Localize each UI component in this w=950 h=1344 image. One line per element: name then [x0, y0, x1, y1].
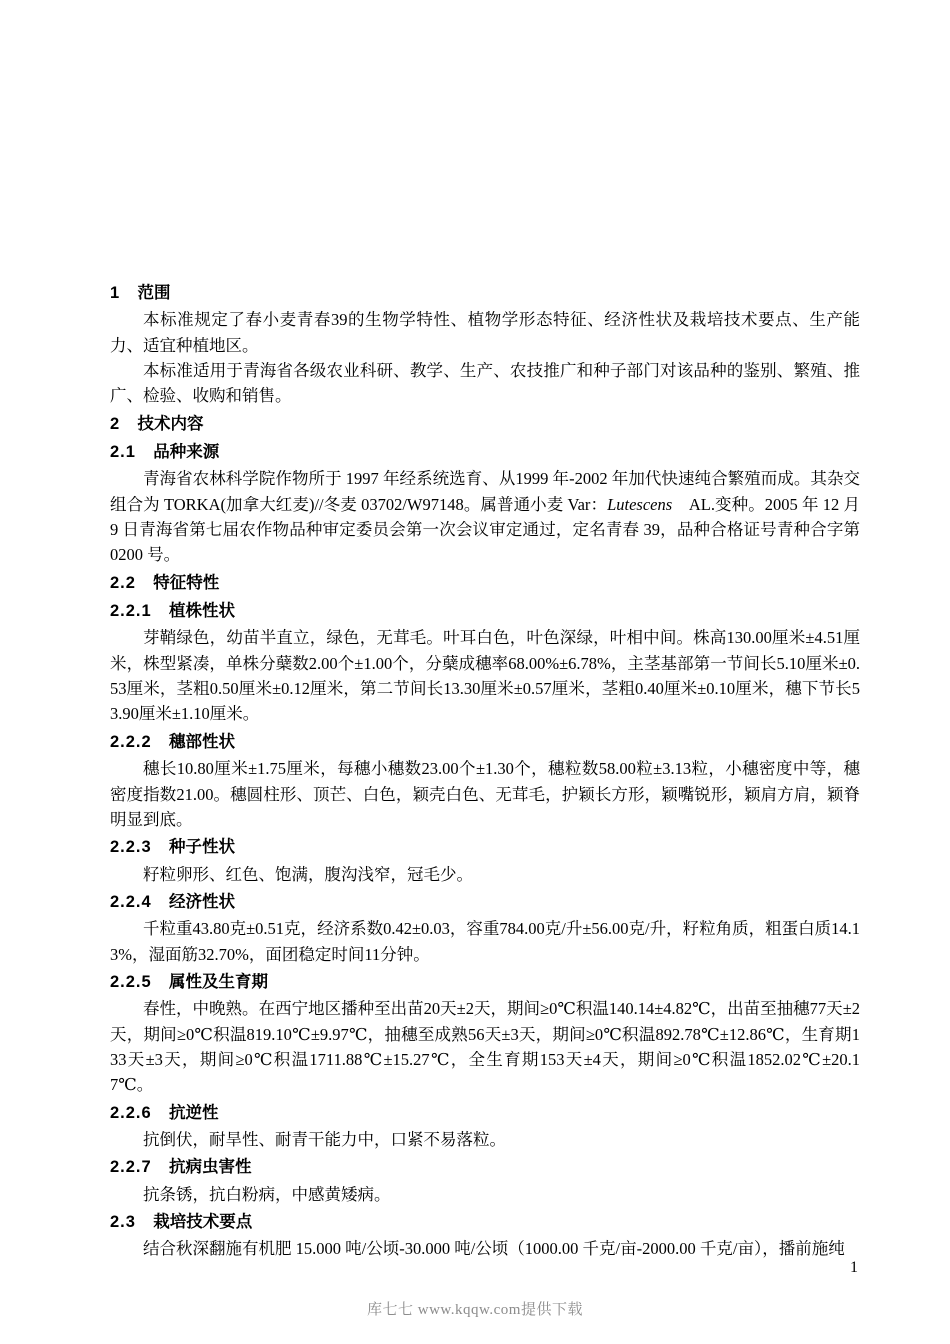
heading-growth [110, 970, 860, 995]
heading-stress [110, 1101, 860, 1126]
paragraph-origin [110, 466, 860, 568]
heading-seed [110, 835, 860, 860]
heading-disease-title: 抗病虫害性 [169, 1158, 252, 1177]
heading-origin-number: 2.1 [110, 443, 136, 462]
paragraph-plant: 芽鞘绿色，幼苗半直立，绿色，无茸毛。叶耳白色，叶色深绿，叶相中间。株高130.00厘米±4.51厘米，株型紧凑，单株分蘖数2.00个±1.00个，分蘖成穗率68.00%±6.78%，主茎基部第一节间长5.10厘米±0.53厘米，茎粗0.50厘米±0.12厘米，第二节间长13.30厘米±0.57厘米，茎粗0.40厘米±0.10厘米，穗下节长53.90厘米±1.10厘米。 [110, 628, 860, 724]
heading-growth-title: 属性及生育期 [169, 972, 269, 991]
paragraph-stress: 抗倒伏，耐旱性、耐青干能力中，口紧不易落粒。 [143, 1129, 506, 1149]
heading-growth-number: 2.2.5 [110, 972, 152, 991]
heading-stress-title: 抗逆性 [169, 1103, 219, 1122]
heading-stress-number: 2.2.6 [110, 1103, 152, 1122]
heading-spike-title: 穗部性状 [169, 732, 236, 751]
page-number: 1 [850, 1259, 858, 1276]
heading-economic-number: 2.2.4 [110, 892, 152, 911]
heading-plant [110, 599, 860, 624]
paragraph-origin-after: AL.变种。2005 年 12 月 9 日青海省第七届农作物品种审定委员会第一次会议审定通过，定名青春 39，品种合格证号青种合字第 0200 号。 [110, 494, 860, 565]
heading-scope-title: 范围 [137, 284, 171, 302]
paragraph-disease: 抗条锈，抗白粉病，中感黄矮病。 [143, 1184, 391, 1204]
heading-technical [110, 412, 860, 437]
heading-spike-number: 2.2.2 [110, 732, 152, 751]
paragraph-scope-1: 本标准规定了春小麦青春39的生物学特性、植物学形态特征、经济性状及栽培技术要点、生产能力、适宜种植地区。 [110, 310, 860, 355]
heading-economic [110, 890, 860, 915]
heading-origin [110, 440, 860, 465]
heading-scope [110, 281, 860, 306]
heading-cultivation-number: 2.3 [110, 1212, 136, 1231]
heading-cultivation [110, 1210, 860, 1235]
paragraph-cultivation: 结合秋深翻施有机肥 15.000 吨/公顷-30.000 吨/公顷（1000.00 千克/亩-2000.00 千克/亩），播前施纯 [143, 1239, 845, 1259]
heading-technical-number: 2 [110, 414, 121, 433]
heading-traits-number: 2.2 [110, 573, 136, 592]
heading-seed-title: 种子性状 [169, 838, 236, 857]
heading-disease-number: 2.2.7 [110, 1158, 152, 1177]
heading-technical-title: 技术内容 [137, 414, 204, 433]
heading-seed-number: 2.2.3 [110, 838, 152, 857]
heading-spike [110, 730, 860, 755]
heading-cultivation-title: 栽培技术要点 [153, 1212, 253, 1231]
paragraph-economic: 千粒重43.80克±0.51克，经济系数0.42±0.03，容重784.00克/升±56.00克/升，籽粒角质，粗蛋白质14.13%，湿面筋32.70%，面团稳定时间11分钟。 [110, 919, 860, 964]
heading-origin-title: 品种来源 [153, 443, 220, 462]
heading-traits [110, 571, 860, 596]
heading-economic-title: 经济性状 [169, 892, 236, 911]
paragraph-origin-before: 青海省农林科学院作物所于 1997 年经系统选育、从1999 年-2002 年加代快速纯合繁殖而成。其杂交组合为 TORKA(加拿大红麦)//冬麦 03702/W97148。属普通小麦 Var： [110, 469, 860, 514]
paragraph-spike: 穗长10.80厘米±1.75厘米，每穗小穗数23.00个±1.30个，穗粒数58.00粒±3.13粒，小穗密度中等，穗密度指数21.00。穗圆柱形、顶芒、白色，颖壳白色、无茸毛，护颖长方形，颖嘴锐形，颖肩方肩，颖脊明显到底。 [110, 759, 860, 829]
paragraph-seed: 籽粒卵形、红色、饱满，腹沟浅窄，冠毛少。 [143, 864, 473, 884]
watermark-footer: 库七七 www.kqqw.com提供下载 [367, 1302, 583, 1318]
heading-plant-title: 植株性状 [169, 602, 236, 621]
heading-plant-number: 2.2.1 [110, 602, 152, 621]
paragraph-scope-2: 本标准适用于青海省各级农业科研、教学、生产、农技推广和种子部门对该品种的鉴别、繁殖、推广、检验、收购和销售。 [110, 361, 860, 406]
heading-scope-number: 1 [110, 284, 121, 302]
paragraph-origin-variety-name: Lutescens [607, 494, 673, 514]
heading-disease [110, 1155, 860, 1180]
heading-traits-title: 特征特性 [153, 573, 220, 592]
paragraph-growth: 春性，中晚熟。在西宁地区播种至出苗20天±2天，期间≥0℃积温140.14±4.82℃，出苗至抽穗77天±2天，期间≥0℃积温819.10℃±9.97℃，抽穗至成熟56天±3天，期间≥0℃积温892.78℃±12.86℃，生育期133天±3天，期间≥0℃积温1711.88℃±15.27℃，全生育期153天±4天，期间≥0℃积温1852.02℃±20.17℃。 [110, 999, 860, 1095]
